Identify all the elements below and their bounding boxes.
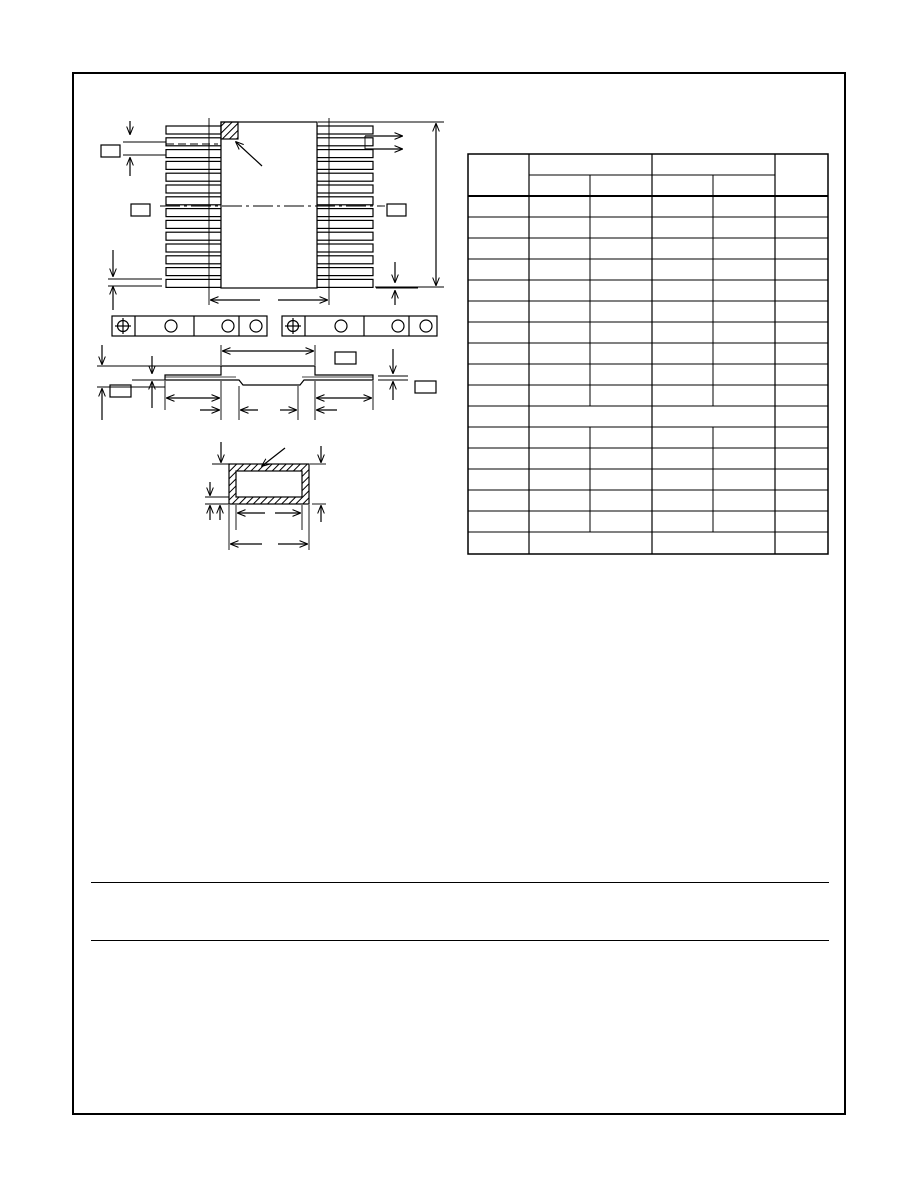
lead-right bbox=[317, 161, 373, 169]
datum-box-f bbox=[415, 381, 436, 393]
lead-right bbox=[317, 197, 373, 205]
lead-right bbox=[317, 126, 373, 134]
tolerance-frame-left bbox=[112, 316, 267, 336]
lead-left bbox=[166, 220, 221, 228]
lead-left bbox=[166, 256, 221, 264]
mmc-circle-icon-2 bbox=[250, 320, 262, 332]
lead-section-inner bbox=[236, 471, 302, 497]
lead-left bbox=[166, 232, 221, 240]
leads-left bbox=[166, 126, 221, 287]
lead-left bbox=[166, 279, 221, 287]
lead-right bbox=[317, 232, 373, 240]
lead-left bbox=[166, 138, 221, 146]
lead-right bbox=[317, 256, 373, 264]
leads-right bbox=[317, 126, 373, 287]
table-outline bbox=[468, 154, 828, 554]
position-tolerance-frames bbox=[112, 316, 437, 336]
datum-box-a bbox=[101, 145, 120, 157]
top-view bbox=[101, 118, 444, 310]
lead-left bbox=[166, 185, 221, 193]
datum-box-d bbox=[335, 352, 356, 364]
footer-rule-bottom bbox=[91, 940, 829, 941]
lead-right bbox=[317, 150, 373, 158]
footer-rule-top bbox=[91, 882, 829, 883]
package-body bbox=[221, 122, 317, 288]
pin1-marker bbox=[221, 122, 238, 139]
lead-left bbox=[166, 209, 221, 217]
dimension-table bbox=[468, 154, 828, 554]
datum-box-b bbox=[131, 204, 150, 216]
datum-box-c bbox=[387, 204, 406, 216]
lead-right bbox=[317, 279, 373, 287]
mmc-circle-icon bbox=[222, 320, 234, 332]
lead-right bbox=[317, 185, 373, 193]
lead-left bbox=[166, 126, 221, 134]
lead-left bbox=[166, 161, 221, 169]
side-body-profile bbox=[165, 366, 373, 385]
tolerance-frame-right bbox=[282, 316, 437, 336]
lead-left bbox=[166, 150, 221, 158]
lead-right bbox=[317, 220, 373, 228]
lead-left bbox=[166, 244, 221, 252]
side-view bbox=[97, 345, 436, 420]
lead-left bbox=[166, 197, 221, 205]
lead-right bbox=[317, 244, 373, 252]
lead-right bbox=[317, 268, 373, 276]
diameter-circle-icon bbox=[165, 320, 177, 332]
lead-left bbox=[166, 268, 221, 276]
lead-right bbox=[317, 209, 373, 217]
lead-left bbox=[166, 173, 221, 181]
lead-right bbox=[317, 173, 373, 181]
lead-section-view bbox=[205, 442, 326, 550]
